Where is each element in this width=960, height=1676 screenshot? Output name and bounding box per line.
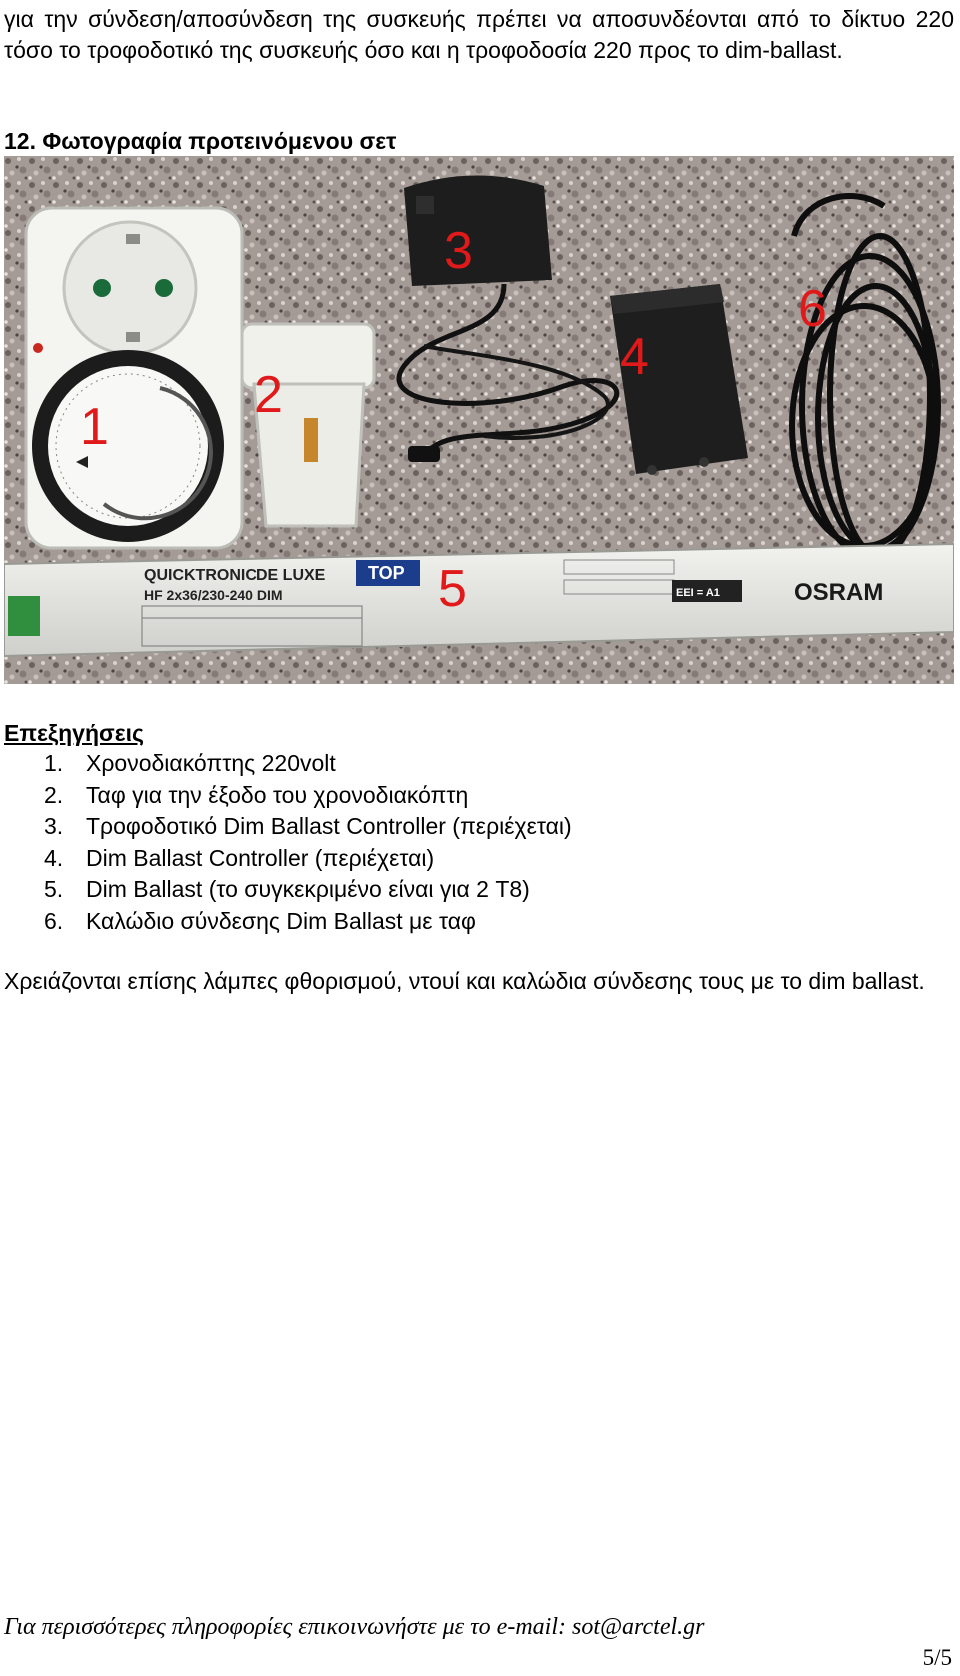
item-text: Dim Ballast Controller (περιέχεται) bbox=[86, 844, 435, 871]
list-item bbox=[44, 748, 572, 780]
photo-label-6: 6 bbox=[798, 280, 827, 338]
list-item bbox=[44, 811, 572, 843]
item-number: 4. bbox=[44, 844, 64, 871]
photo-label-5: 5 bbox=[438, 560, 467, 618]
list-item bbox=[44, 843, 572, 875]
item-text: Ταφ για την έξοδο του χρονοδιακόπτη bbox=[86, 781, 469, 808]
item-number: 6. bbox=[44, 907, 64, 934]
item-number: 2. bbox=[44, 781, 64, 808]
ballast-class: EEI = A1 bbox=[676, 587, 720, 599]
photo-label-1: 1 bbox=[80, 398, 109, 456]
item-text: Χρονοδιακόπτης 220volt bbox=[86, 750, 336, 776]
photo-label-3: 3 bbox=[444, 222, 473, 280]
explanations-title: Επεξηγήσεις bbox=[4, 720, 144, 746]
product-photo bbox=[4, 156, 954, 684]
section-heading: 12. Φωτογραφία προτεινόμενου σετ bbox=[4, 128, 397, 154]
footer-contact: Για περισσότερες πληροφορίες επικοινωνήστε με το e-mail: sot@arctel.gr bbox=[4, 1614, 705, 1640]
photo-label-2: 2 bbox=[254, 366, 283, 424]
photo-label-4: 4 bbox=[620, 328, 649, 386]
item-number: 3. bbox=[44, 813, 64, 839]
ballast-series: DE LUXE bbox=[256, 567, 326, 584]
intro-paragraph: για την σύνδεση/αποσύνδεση της συσκευής πρέπει να αποσυνδέονται από το δίκτυο 220 τόσο το τροφοδοτικό της συσκευής όσο και η τροφοδοσία 220 προς το dim-ballast. bbox=[4, 6, 954, 63]
ballast-model: HF 2x36/230-240 DIM bbox=[144, 587, 283, 603]
ballast-badge: TOP bbox=[368, 563, 405, 583]
page-number: 5/5 bbox=[922, 1645, 952, 1670]
note-paragraph: Χρειάζονται επίσης λάμπες φθορισμού, ντουί και καλώδια σύνδεσης τους με το dim ballast. bbox=[4, 968, 925, 994]
ballast-maker: OSRAM bbox=[794, 579, 884, 606]
item-number: 1. bbox=[44, 750, 64, 776]
item-text: Dim Ballast (το συγκεκριμένο είναι για 2 T8) bbox=[86, 876, 530, 902]
ballast-brand: QUICKTRONIC bbox=[144, 567, 257, 584]
timer-socket bbox=[26, 208, 242, 548]
list-item bbox=[44, 874, 572, 906]
list-item bbox=[44, 780, 572, 812]
explanations-list bbox=[44, 748, 572, 937]
item-text: Τροφοδοτικό Dim Ballast Controller (περιέχεται) bbox=[86, 813, 572, 839]
item-text: Καλώδιο σύνδεσης Dim Ballast με ταφ bbox=[86, 907, 476, 934]
list-item bbox=[44, 906, 572, 938]
item-number: 5. bbox=[44, 876, 64, 902]
